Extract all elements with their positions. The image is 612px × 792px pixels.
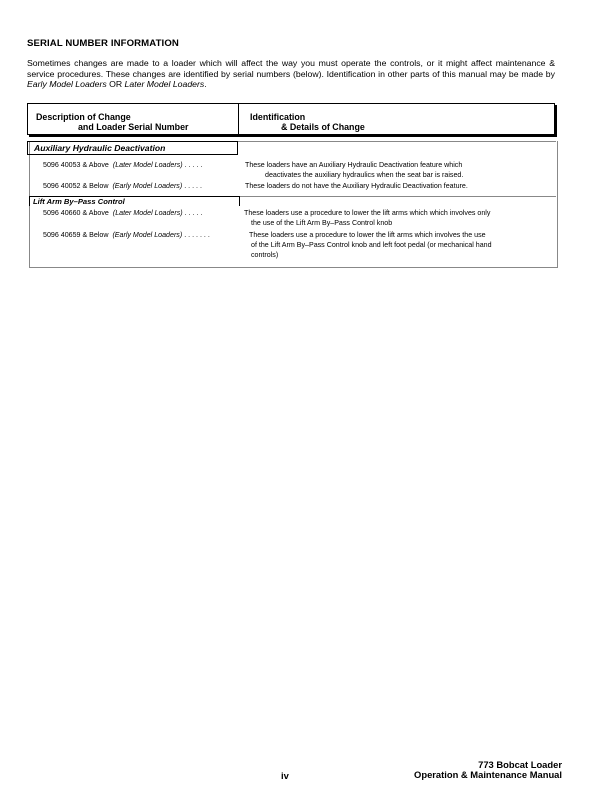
table-row: [43, 181, 553, 191]
header-details-label: & Details of Change: [281, 122, 365, 132]
manual-title: [414, 760, 562, 781]
early-model-term: Early Model Loaders: [27, 79, 107, 90]
section-tab-auxiliary-hydraulic: [27, 141, 238, 155]
serial-range: 5096 40659 & Below (Early Model Loaders) . . . . . . .: [43, 231, 210, 239]
header-description-label: Description of Change: [36, 112, 131, 122]
intro-text: Sometimes changes are made to a loader which will affect the way you must operate the controls, or it might affect maintenance & service procedures. These changes are identified by serial numbers (below). Identification in other parts of this manual may be made by: [27, 58, 555, 79]
change-details-cont: the use of the Lift Arm By–Pass Control knob: [251, 219, 393, 227]
section-tab-lift-arm-bypass: [29, 196, 240, 206]
change-details: These loaders have an Auxiliary Hydraulic Deactivation feature which: [245, 161, 463, 169]
header-serial-label: and Loader Serial Number: [78, 122, 189, 132]
table-header: [27, 103, 555, 135]
section-title: Auxiliary Hydraulic Deactivation: [34, 143, 166, 153]
page-heading: SERIAL NUMBER INFORMATION: [27, 38, 179, 49]
change-details: These loaders use a procedure to lower the lift arms which involves the use: [249, 231, 486, 239]
page-number: iv: [281, 770, 289, 781]
header-divider: [238, 104, 239, 134]
serial-range: 5096 40052 & Below (Early Model Loaders) . . . . .: [43, 182, 202, 190]
table-row: [43, 208, 553, 228]
manual-title-line1: 773 Bobcat Loader: [478, 759, 562, 770]
section-rule: [240, 196, 556, 197]
serial-range: 5096 40053 & Above (Later Model Loaders) . . . . .: [43, 161, 203, 169]
section-rule: [238, 141, 556, 142]
intro-end: .: [204, 79, 207, 90]
header-identification-label: Identification: [250, 112, 306, 122]
change-details: These loaders use a procedure to lower the lift arms which which involves only: [244, 209, 491, 217]
manual-title-line2: Operation & Maintenance Manual: [414, 769, 562, 781]
section-title: Lift Arm By–Pass Control: [33, 197, 125, 206]
intro-paragraph: [27, 58, 555, 90]
table-row: [43, 230, 553, 260]
table-row: [43, 160, 553, 180]
change-details: These loaders do not have the Auxiliary Hydraulic Deactivation feature.: [245, 182, 468, 190]
change-details-cont: deactivates the auxiliary hydraulics when the seat bar is raised.: [265, 171, 464, 179]
later-model-term: Later Model Loaders: [124, 79, 205, 90]
change-details-cont: of the Lift Arm By–Pass Control knob and left foot pedal (or mechanical hand: [251, 241, 492, 249]
intro-or: OR: [106, 79, 125, 90]
serial-range: 5096 40660 & Above (Later Model Loaders) . . . . .: [43, 209, 203, 217]
change-details-cont: controls): [251, 251, 279, 259]
